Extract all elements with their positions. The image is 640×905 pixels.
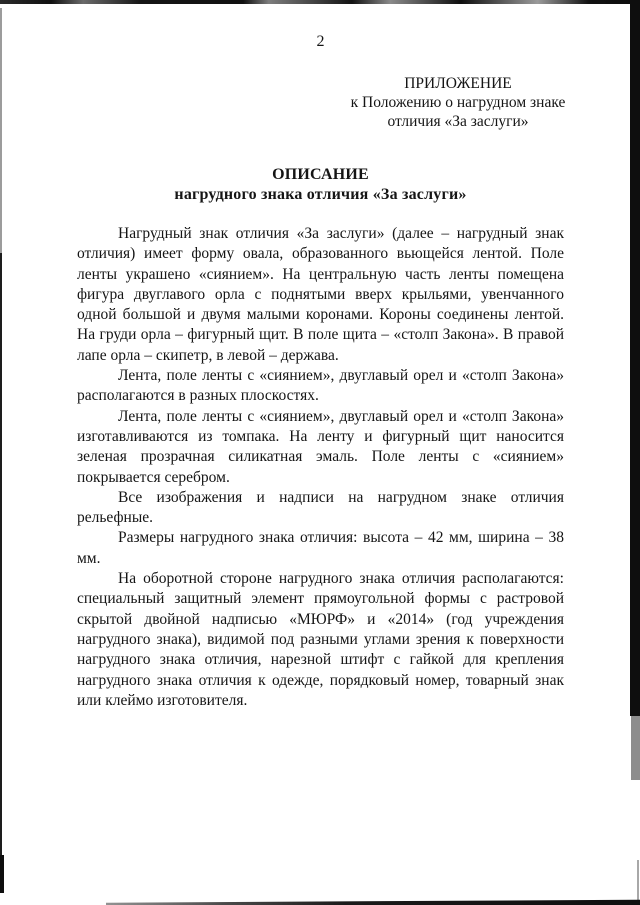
scan-edge-bottom (106, 899, 640, 905)
body-paragraph: Лента, поле ленты с «сиянием», двуглавый орел и «столп Закона» изготавливаются из томпака. На ленту и фигурный щит наносится зеленая прозрачная силикатная эмаль. Поле ленты с «сиянием» покрывается серебром. (77, 407, 564, 486)
document-body (77, 224, 564, 711)
scan-edge-left (0, 253, 2, 855)
scan-edge-right-thin (637, 860, 639, 905)
title-line-2: нагрудного знака отличия «За заслуги» (174, 186, 467, 203)
scan-edge-left-top (0, 8, 2, 253)
title-line-1: ОПИСАНИЕ (272, 166, 369, 183)
appendix-line-3: отличия «За заслуги» (387, 113, 529, 130)
body-paragraph: Размеры нагрудного знака отличия: высота – 42 мм, ширина – 38 мм. (77, 529, 564, 567)
appendix-reference (349, 74, 567, 131)
body-paragraph: Лента, поле ленты с «сиянием», двуглавый орел и «столп Закона» располагаются в разных плоскостях. (77, 367, 564, 405)
body-paragraph: На оборотной стороне нагрудного знака отличия располагаются: специальный защитный элемент прямоугольной формы с растровой скрытой двойной надписью «МЮРФ» и «2014» (год учреждения нагрудного знака), видимой под разными углами зрения к поверхности нагрудного знака отличия, нарезной штифт с гайкой для крепления нагрудного знака отличия к одежде, порядковый номер, товарный знак или клеймо изготовителя. (77, 570, 564, 709)
page-number: 2 (316, 33, 325, 50)
appendix-line-1: ПРИЛОЖЕНИЕ (404, 75, 512, 92)
body-paragraph: Все изображения и надписи на нагрудном знаке отличия рельефные. (77, 488, 564, 527)
scan-edge-right-fade (631, 716, 640, 780)
scan-edge-right (630, 0, 640, 716)
scan-edge-top (0, 0, 640, 4)
scan-edge-left-mark (0, 855, 4, 893)
document-title (77, 165, 564, 205)
appendix-line-2: к Положению о нагрудном знаке (350, 94, 566, 111)
body-paragraph: Нагрудный знак отличия «За заслуги» (далее – нагрудный знак отличия) имеет форму овала, образованного вьющейся лентой. Поле ленты украшено «сиянием». На центральную часть ленты помещена фигура двуглавого орла с поднятыми вверх крыльями, увенчанного одной большой и двумя малыми коронами. Короны соединены лентой. На груди орла – фигурный щит. В поле щита – «столп Закона». В правой лапе орла – скипетр, в левой – держава. (77, 225, 564, 364)
